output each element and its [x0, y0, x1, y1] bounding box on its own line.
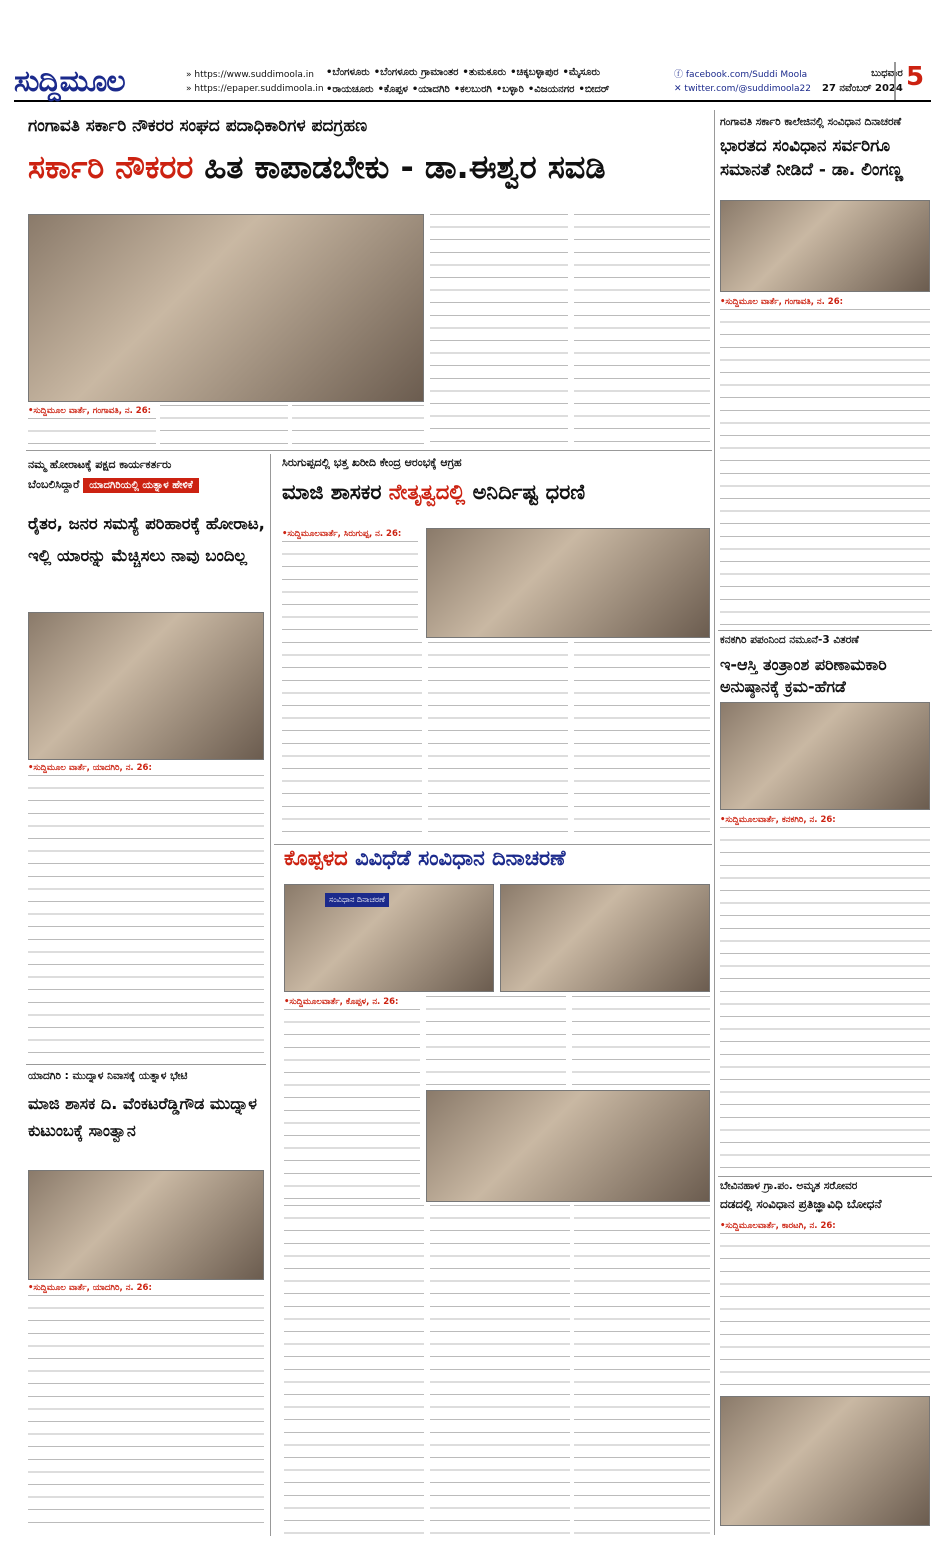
city-link[interactable]: •ತುಮಕೂರು [462, 67, 507, 78]
lead-kicker: ಗಂಗಾವತಿ ಸರ್ಕಾರಿ ನೌಕರರ ಸಂಘದ ಪದಾಧಿಕಾರಿಗಳ ಪದಗ್ರಹಣ [28, 116, 368, 136]
city-link[interactable]: •ಯಾದಗಿರಿ [411, 84, 450, 95]
divider [26, 1064, 266, 1065]
mid3-text-col1: •ಸುದ್ದಿಮೂಲವಾರ್ತೆ, ಕೊಪ್ಪಳ, ನ. 26: [284, 996, 420, 1201]
mid3-text-col2 [426, 996, 566, 1086]
right3-headline: ದಡದಲ್ಲಿ ಸಂವಿಧಾನ ಪ್ರತಿಜ್ಞಾವಿಧಿ ಬೋಧನೆ [720, 1197, 882, 1211]
issue-date: ಬುಧವಾರ 27 ನವೆಂಬರ್ 2024 [822, 68, 903, 94]
right1-text: •ಸುದ್ದಿಮೂಲ ವಾರ್ತೆ, ಗಂಗಾವತಿ, ನ. 26: [720, 296, 930, 626]
right1-headline: ಭಾರತದ ಸಂವಿಧಾನ ಸರ್ವರಿಗೂ ಸಮಾನತೆ ನೀಡಿದೆ - ಡಾ. ಲಿಂಗಣ್ಣ [720, 136, 904, 180]
divider [274, 844, 712, 845]
city-link[interactable]: •ಬೆಂಗಳೂರು ಗ್ರಾಮಾಂತರ [373, 67, 459, 78]
column-rule [270, 454, 271, 1536]
city-link[interactable]: •ವಿಜಯನಗರ [527, 84, 575, 95]
left2-photo [28, 612, 264, 760]
mid2-text-col4 [574, 642, 710, 840]
right2-photo [720, 702, 930, 810]
city-link[interactable]: •ಮೈಸೂರು [562, 67, 601, 78]
lead-headline: ಸರ್ಕಾರಿ ನೌಕರರ ಹಿತ ಕಾಪಾಡಬೇಕು - ಡಾ.ಈಶ್ವರ ಸವಡಿ [28, 148, 606, 186]
city-link[interactable]: •ಚಿಕ್ಕಬಳ್ಳಾಪುರ [510, 67, 559, 78]
mid3-photo-bottom [426, 1090, 710, 1202]
mid3-text-col4 [284, 1205, 424, 1535]
mid2-photo [426, 528, 710, 638]
city-editions [326, 64, 613, 98]
mid3-headline: ಕೊಪ್ಪಳದ ವಿವಿಧೆಡೆ ಸಂವಿಧಾನ ದಿನಾಚರಣೆ [284, 846, 566, 870]
epaper-url[interactable]: » https://epaper.suddimoola.in [186, 84, 324, 94]
column-rule [714, 110, 715, 1535]
masthead [14, 62, 931, 102]
page-number: 5 [894, 62, 924, 100]
city-link[interactable]: •ಕೊಪ್ಪಳ [377, 84, 408, 95]
lead-text-col1: •ಸುದ್ದಿಮೂಲ ವಾರ್ತೆ, ಗಂಗಾವತಿ, ನ. 26: [28, 405, 156, 445]
mid3-photo-left [284, 884, 494, 992]
social-links[interactable] [674, 68, 811, 96]
city-link[interactable]: •ಬೆಂಗಳೂರು [326, 67, 370, 78]
lead-text-col5 [574, 214, 710, 444]
city-link[interactable]: •ಬಳ್ಳಾರಿ [495, 84, 524, 95]
divider [718, 630, 932, 631]
mid2-text-col3 [428, 642, 568, 840]
right1-photo [720, 200, 930, 292]
left3-text: •ಸುದ್ದಿಮೂಲ ವಾರ್ತೆ, ಯಾದಗಿರಿ, ನ. 26: [28, 1282, 264, 1532]
mid3-text-col3 [572, 996, 710, 1086]
twitter-icon: ✕ [674, 84, 682, 94]
left2-headline: ರೈತರ, ಜನರ ಸಮಸ್ಯೆ ಪರಿಹಾರಕ್ಕೆ ಹೋರಾಟ, ಇಲ್ಲಿ ಯಾರನ್ನು ಮೆಚ್ಚಿಸಲು ನಾವು ಬಂದಿಲ್ಲ [28, 514, 265, 565]
lead-text-col3 [292, 405, 424, 445]
left3-photo [28, 1170, 264, 1280]
right3-kicker: ಬೇವಿನಹಾಳ ಗ್ರಾ.ಪಂ. ಅಮೃತ ಸರೋವರ [720, 1180, 858, 1192]
banner: ಸಂವಿಧಾನ ದಿನಾಚರಣೆ [325, 893, 389, 907]
lead-text-col2 [160, 405, 288, 445]
lead-text-col4 [430, 214, 568, 444]
mid2-headline: ಮಾಜಿ ಶಾಸಕರ ನೇತೃತ್ವದಲ್ಲಿ ಅನಿರ್ದಿಷ್ಟ ಧರಣಿ [282, 480, 586, 504]
left3-headline: ಮಾಜಿ ಶಾಸಕ ದಿ. ವೆಂಕಟರೆಡ್ಡಿಗೌಡ ಮುದ್ನಾಳ ಕುಟುಂಬಕ್ಕೆ ಸಾಂತ್ವಾನ [28, 1094, 257, 1140]
newspaper-logo: ಸುದ್ದಿಮೂಲ [14, 64, 125, 99]
left3-kicker: ಯಾದಗಿರಿ : ಮುದ್ನಾಳ ನಿವಾಸಕ್ಕೆ ಯತ್ನಾಳ ಭೇಟಿ [28, 1070, 188, 1082]
left2-kicker: ನಮ್ಮ ಹೋರಾಟಕ್ಕೆ ಪಕ್ಷದ ಕಾರ್ಯಕರ್ತರು ಬೆಂಬಲಿಸಿದ್ದಾರೆ ಯಾದಗಿರಿಯಲ್ಲಿ ಯತ್ನಾಳ ಹೇಳಿಕೆ [28, 458, 268, 492]
right3-text: •ಸುದ್ದಿಮೂಲವಾರ್ತೆ, ಕಾರಟಗಿ, ನ. 26: [720, 1220, 930, 1390]
mid2-text-col1: •ಸುದ್ದಿಮೂಲವಾರ್ತೆ, ಸಿರುಗುಪ್ಪ, ನ. 26: [282, 528, 418, 638]
facebook-link[interactable]: ⓕ facebook.com/Suddi Moola [674, 70, 808, 80]
right1-kicker: ಗಂಗಾವತಿ ಸರ್ಕಾರಿ ಕಾಲೇಜಿನಲ್ಲಿ ಸಂವಿಧಾನ ದಿನಾಚರಣೆ [720, 116, 902, 128]
left2-text: •ಸುದ್ದಿಮೂಲ ವಾರ್ತೆ, ಯಾದಗಿರಿ, ನ. 26: [28, 762, 264, 1062]
right2-kicker: ಕನಕಗಿರಿ ಪಪಂನಿಂದ ನಮೂನೆ-3 ವಿತರಣೆ [720, 634, 859, 646]
lead-photo [28, 214, 424, 402]
right3-photo [720, 1396, 930, 1526]
twitter-link[interactable]: ✕ twitter.com/@suddimoola22 [674, 84, 811, 94]
mid3-text-col5 [430, 1205, 570, 1535]
mid2-kicker: ಸಿರುಗುಪ್ಪದಲ್ಲಿ ಭತ್ತ ಖರೀದಿ ಕೇಂದ್ರ ಆರಂಭಕ್ಕೆ ಆಗ್ರಹ [282, 456, 462, 469]
divider [718, 1176, 932, 1177]
divider [26, 450, 712, 451]
mid2-text-col2 [282, 642, 422, 840]
city-link[interactable]: •ಕಲಬುರಗಿ [453, 84, 492, 95]
website-url[interactable]: » https://www.suddimoola.in [186, 70, 314, 80]
facebook-icon: ⓕ [674, 70, 684, 80]
website-links[interactable] [186, 68, 324, 96]
right2-headline: ಇ-ಆಸ್ತಿ ತಂತ್ರಾಂಶ ಪರಿಣಾಮಕಾರಿ ಅನುಷ್ಠಾನಕ್ಕೆ ಕ್ರಮ-ಹೆಗಡೆ [720, 655, 887, 696]
city-link[interactable]: •ಬೀದರ್ [578, 84, 610, 95]
mid3-text-col6 [574, 1205, 710, 1535]
city-link[interactable]: •ರಾಯಚೂರು [326, 84, 374, 95]
right2-text: •ಸುದ್ದಿಮೂಲವಾರ್ತೆ, ಕನಕಗಿರಿ, ನ. 26: [720, 814, 930, 1174]
mid3-photo-right [500, 884, 710, 992]
